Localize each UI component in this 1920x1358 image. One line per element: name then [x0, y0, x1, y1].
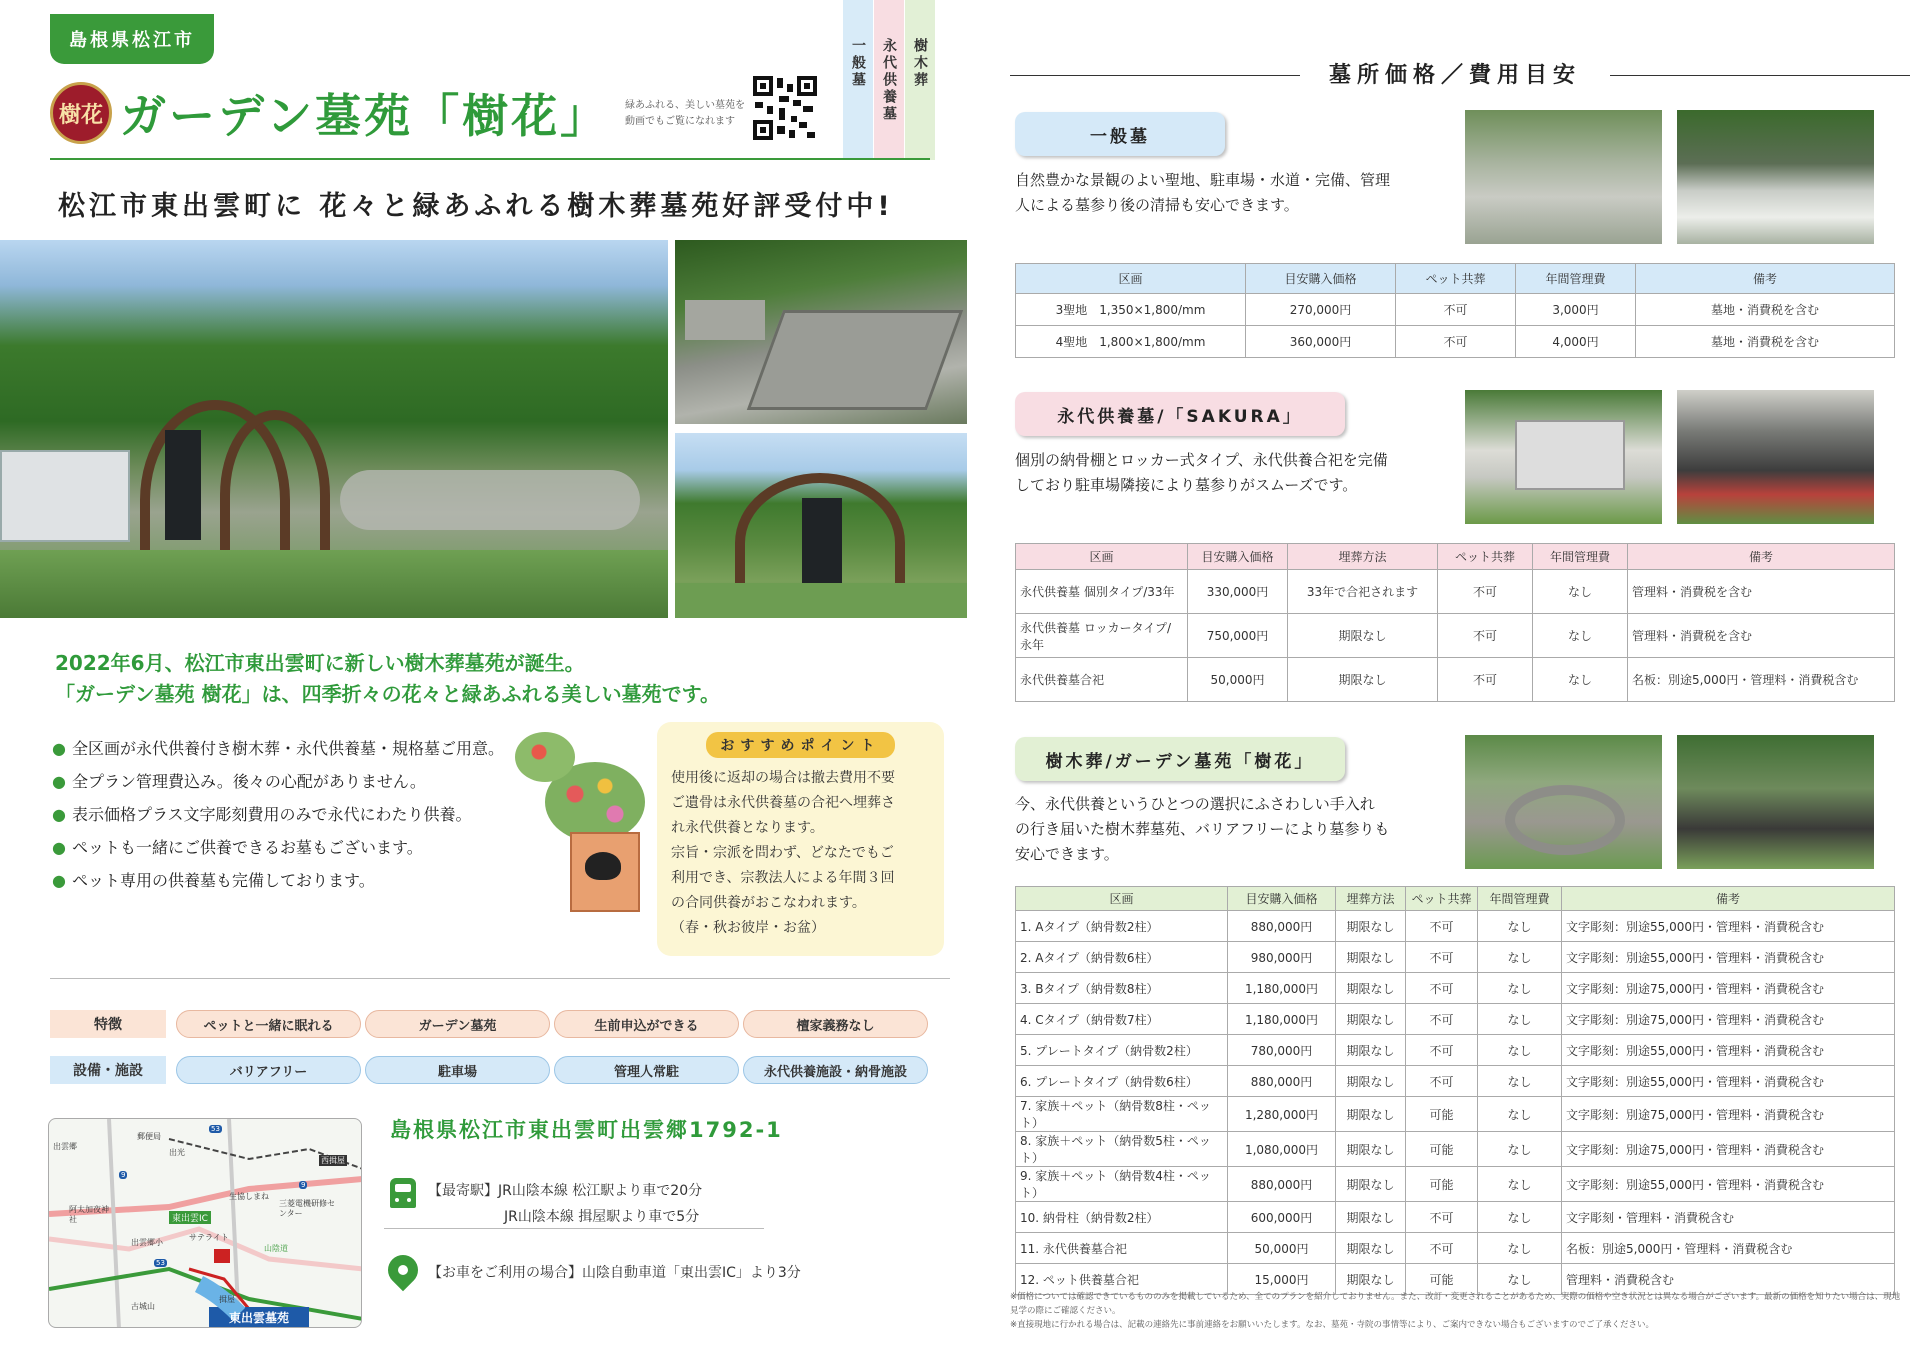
table-row: 11. 永代供養墓合祀 50,000円 期限なし 不可 なし 名板：別途5,000円・管理料・消費税含む: [1016, 1233, 1895, 1264]
general-grave-tag: 一般墓: [1015, 112, 1225, 156]
page-title: ガーデン墓苑「樹花」: [120, 89, 610, 143]
map-label: 東出雲IC: [169, 1211, 211, 1224]
map-label: 出雲郷小: [131, 1238, 163, 1247]
map-site-label: 東出雲墓苑: [228, 1311, 289, 1325]
recommend-box: [657, 722, 944, 956]
map-label: 出雲郷: [53, 1142, 77, 1151]
facilities-label: 設備・施設: [50, 1056, 166, 1084]
general-grave-photo-2: [1677, 110, 1874, 244]
route-number: 9: [301, 1181, 306, 1189]
table-header-row: 区画 目安購入価格 埋葬方法 ペット共葬 年間管理費 備考: [1016, 887, 1895, 911]
qr-code-icon[interactable]: [753, 76, 817, 140]
map-label: 郵便局: [137, 1132, 161, 1141]
tab-eitai-grave[interactable]: 永代供養墓: [874, 0, 904, 160]
feature-pet: ペットと一緒に眠れる: [176, 1010, 361, 1038]
table-row: 2. Aタイプ（納骨数6柱） 980,000円 期限なし 不可 なし 文字彫刻：別途55,000円・管理料・消費税含む: [1016, 942, 1895, 973]
cat-icon: [585, 852, 621, 880]
tab-general-grave[interactable]: 一般墓: [843, 0, 873, 160]
qr-note: 緑あふれる、美しい墓苑を動画でもご覧になれます: [625, 100, 745, 127]
map-label: 揖屋: [219, 1295, 235, 1304]
route-number: 53: [156, 1259, 165, 1267]
table-row: 4. Cタイプ（納骨数7柱） 1,180,000円 期限なし 不可 なし 文字彫刻：別途75,000円・管理料・消費税含む: [1016, 1004, 1895, 1035]
recommend-title: おすすめポイント: [706, 732, 894, 758]
table-row: 永代供養墓 個別タイプ/33年 330,000円 33年で合祀されます 不可 なし 管理料・消費税を含む: [1016, 570, 1895, 614]
bullet-item: ● 全区画が永代供養付き樹木葬・永代供養墓・規格墓ご用意。: [52, 732, 504, 765]
facility-parking: 駐車場: [365, 1056, 550, 1084]
map-label: 三菱電機研修センター: [279, 1199, 335, 1218]
facility-eitai: 永代供養施設・納骨施設: [743, 1056, 928, 1084]
map-pin-icon: [382, 1249, 424, 1291]
table-row: 12. ペット供養墓合祀 15,000円 期限なし 可能 なし 管理料・消費税含む: [1016, 1264, 1895, 1295]
eitai-grave-photo-1: [1465, 390, 1662, 524]
feature-pre-apply: 生前申込ができる: [554, 1010, 739, 1038]
intro-text: [55, 648, 720, 710]
general-grave-table: [1015, 263, 1895, 358]
general-grave-desc: 自然豊かな景観のよい聖地、駐車場・水道・完備、管理 人による墓参り後の清掃も安心できます。: [1015, 171, 1391, 214]
cemetery-main-photo: [0, 240, 668, 618]
table-row: 8. 家族＋ペット（納骨数5柱・ペット） 1,080,000円 期限なし 可能 なし 文字彫刻：別途75,000円・管理料・消費税含む: [1016, 1132, 1895, 1167]
map-label: 西揖屋: [321, 1156, 345, 1165]
map-label: 古城山: [131, 1302, 155, 1311]
plots-photo: [675, 240, 967, 424]
plot-row: [747, 310, 963, 410]
eitai-grave-table: [1015, 543, 1895, 702]
table-header-row: 区画 目安購入価格 ペット共葬 年間管理費 備考: [1016, 264, 1895, 294]
features-label: 特徴: [50, 1010, 166, 1038]
table-row: 3聖地 1,350×1,800/mm 270,000円 不可 3,000円 墓地・消費税を含む: [1016, 294, 1895, 326]
access-map[interactable]: [48, 1118, 362, 1328]
map-label: 生協しまね: [229, 1192, 269, 1201]
lawn: [675, 583, 967, 618]
tree-burial-photo-1: [1465, 735, 1662, 869]
monument-stone: [165, 430, 201, 540]
tree-burial-desc: 今、永代供養というひとつの選択にふさわしい手入れ の行き届いた樹木葬墓苑、バリアフリーにより墓参りも 安心できます。: [1015, 795, 1390, 863]
title-divider: [50, 158, 930, 160]
train-access-1: 【最寄駅】JR山陰本線 松江駅より車で20分: [428, 1183, 703, 1199]
map-label: サテライト: [189, 1233, 229, 1242]
eitai-grave-photo-2: [1677, 390, 1874, 524]
table-row: 6. プレートタイプ（納骨数6柱） 880,000円 期限なし 不可 なし 文字彫刻：別途55,000円・管理料・消費税含む: [1016, 1066, 1895, 1097]
route-number: 53: [211, 1125, 220, 1133]
divider: [50, 978, 950, 979]
headline: 松江市東出雲町に 花々と緑あふれる樹木葬墓苑好評受付中!: [58, 191, 894, 222]
eitai-grave-desc: 個別の納骨棚とロッカー式タイプ、永代供養合祀を完備 しており駐車場隣接により墓参りがスムーズです。: [1015, 451, 1388, 494]
divider: [384, 1228, 764, 1229]
table-row: 永代供養墓 ロッカータイプ/永年 750,000円 期限なし 不可 なし 管理料・消費税を含む: [1016, 614, 1895, 658]
table-row: 9. 家族＋ペット（納骨数4柱・ペット） 880,000円 期限なし 可能 なし 文字彫刻：別途55,000円・管理料・消費税含む: [1016, 1167, 1895, 1202]
intro-line: 「ガーデン墓苑 樹花」は、四季折々の花々と緑あふれる美しい墓苑です。: [55, 682, 720, 706]
address: 島根県松江市東出雲町出雲郷1792-1: [390, 1118, 783, 1142]
bullet-item: ● ペット専用の供養墓も完備しております。: [52, 864, 504, 897]
feature-bullets: [52, 732, 504, 897]
brand-logo: 樹花: [50, 82, 112, 144]
pergola-photo: [675, 433, 967, 618]
table-header-row: 区画 目安購入価格 埋葬方法 ペット共葬 年間管理費 備考: [1016, 544, 1895, 570]
recommend-text: 使用後に返却の場合は撤去費用不要 ご遺骨は永代供養墓の合祀へ埋葬さ れ永代供養となります。 宗旨・宗派を問わず、どなたでもご 利用でき、宗教法人による年間３回 の合同供養がおこなわれます。 （春・秋お彼岸・お盆）: [671, 770, 895, 936]
table-row: 4聖地 1,800×1,800/mm 360,000円 不可 4,000円 墓地・消費税を含む: [1016, 326, 1895, 358]
lawn: [0, 550, 668, 618]
pricing-section-title: 墓所価格／費用目安: [1328, 63, 1581, 88]
facility-barrier-free: バリアフリー: [176, 1056, 361, 1084]
train-icon: [390, 1178, 416, 1208]
table-row: 5. プレートタイプ（納骨数2柱） 780,000円 期限なし 不可 なし 文字彫刻：別途55,000円・管理料・消費税含む: [1016, 1035, 1895, 1066]
footnotes: ※価格については確認できているもののみを掲載しているため、全てのプランを紹介しておりません。また、改訂・変更されることがあるため、実際の価格や空き状況とは異なる場合がございます。最新の価格を知りたい場合は、現地見学の際にご確認ください。 ※直接現地に行かれる場合は、記載の連絡先に事前連絡をお願いいたします。なお、墓苑・寺院の事情等により、ご案内できない場合もございますのでご了承ください。: [1010, 1292, 1901, 1330]
intro-line: 2022年6月、松江市東出雲町に新しい樹木葬墓苑が誕生。: [55, 651, 585, 675]
plot-block: [685, 300, 765, 340]
table-row: 1. Aタイプ（納骨数2柱） 880,000円 期限なし 不可 なし 文字彫刻：別途55,000円・管理料・消費税含む: [1016, 911, 1895, 942]
table-row: 3. Bタイプ（納骨数8柱） 1,180,000円 期限なし 不可 なし 文字彫刻：別途75,000円・管理料・消費税含む: [1016, 973, 1895, 1004]
feature-garden: ガーデン墓苑: [365, 1010, 550, 1038]
flower-bush: [515, 732, 575, 782]
feature-no-danka: 檀家義務なし: [743, 1010, 928, 1038]
route-number: 9: [121, 1171, 126, 1179]
table-row: 永代供養墓合祀 50,000円 期限なし 不可 なし 名板：別途5,000円・管理料・消費税含む: [1016, 658, 1895, 702]
eitai-grave-tag: 永代供養墓/「SAKURA」: [1015, 392, 1345, 436]
burial-plots: [340, 470, 640, 530]
table-row: 10. 納骨柱（納骨数2柱） 600,000円 期限なし 不可 なし 文字彫刻・管理料・消費税含む: [1016, 1202, 1895, 1233]
map-label: 山陰道: [264, 1244, 288, 1253]
car-access: 【お車をご利用の場合】山陰自動車道「東出雲IC」より3分: [428, 1265, 801, 1281]
bullet-item: ● ペットも一緒にご供養できるお墓もございます。: [52, 831, 504, 864]
flower-cat-illustration: [495, 722, 665, 922]
tab-tree-burial[interactable]: 樹木葬: [905, 0, 935, 160]
general-grave-photo-1: [1465, 110, 1662, 244]
region-badge: 島根県松江市: [50, 14, 214, 64]
bullet-item: ● 表示価格プラス文字彫刻費用のみで永代にわたり供養。: [52, 798, 504, 831]
tree-burial-tag: 樹木葬/ガーデン墓苑「樹花」: [1015, 737, 1345, 781]
train-access-2: JR山陰本線 揖屋駅より車で5分: [504, 1209, 700, 1225]
pricing-section-header: [1010, 58, 1910, 94]
bullet-item: ● 全プラン管理費込み。後々の心配がありません。: [52, 765, 504, 798]
tree-burial-table: [1015, 886, 1895, 1295]
table-row: 7. 家族＋ペット（納骨数8柱・ペット） 1,280,000円 期限なし 可能 なし 文字彫刻：別途75,000円・管理料・消費税含む: [1016, 1097, 1895, 1132]
tree-burial-photo-2: [1677, 735, 1874, 869]
rest-house: [0, 450, 130, 542]
facility-manager: 管理人常駐: [554, 1056, 739, 1084]
map-label: 阿太加夜神社: [69, 1205, 109, 1224]
map-label: 出光: [169, 1148, 185, 1157]
